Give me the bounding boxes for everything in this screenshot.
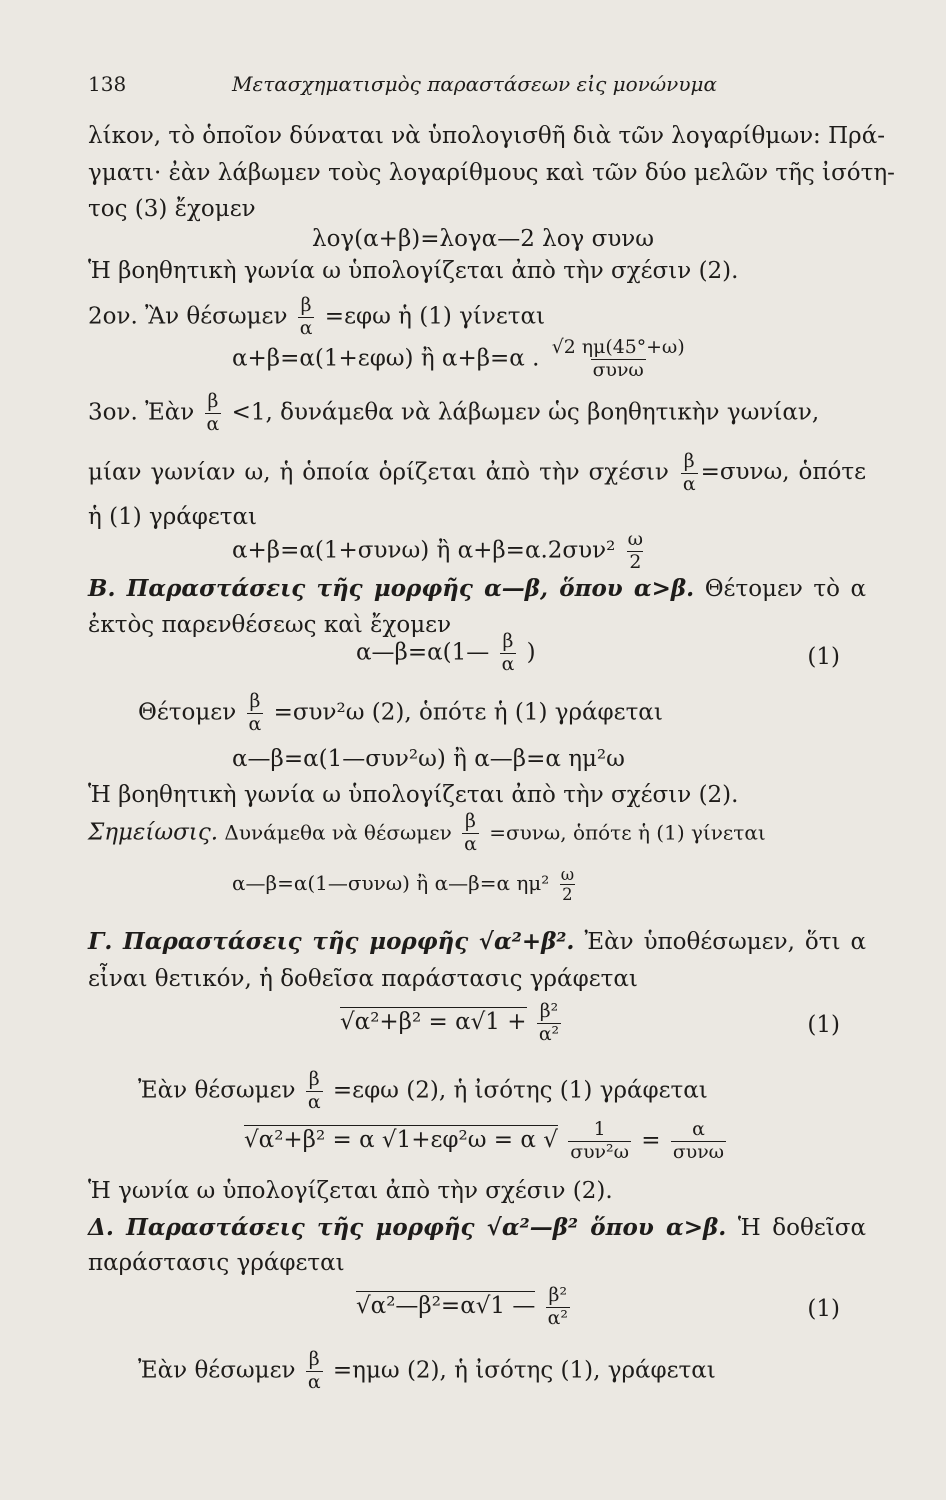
numerator: ω bbox=[560, 865, 575, 884]
equation-number: (1) bbox=[807, 644, 840, 670]
equation-G1 bbox=[340, 1002, 564, 1045]
denominator: α bbox=[299, 316, 313, 339]
fraction-b2-over-a2 bbox=[537, 1002, 561, 1045]
numerator: β bbox=[308, 1068, 320, 1090]
text-line-11: Ἡ βοηθητικὴ γωνία ω ὑπολογίζεται ἀπὸ τὴν σχέσιν (2). bbox=[88, 782, 739, 808]
section-B-heading-line bbox=[88, 575, 866, 604]
equation-G2-left: √α²+β² = α √1+εφ²ω = α √ bbox=[244, 1127, 558, 1154]
equation-cos-half bbox=[232, 530, 648, 573]
numerator: β bbox=[300, 294, 312, 316]
section-D bbox=[88, 1214, 726, 1241]
section-D-rest: Ἡ δοθεῖσα bbox=[737, 1215, 866, 1241]
numerator: √2 ημ(45°+ω) bbox=[551, 336, 685, 358]
equation-tan bbox=[232, 338, 690, 381]
numerator: β² bbox=[548, 1284, 568, 1306]
text-line-18 bbox=[138, 1350, 716, 1393]
section-B-rest: Θέτομεν τὸ α bbox=[704, 576, 866, 602]
numerator: β bbox=[308, 1348, 320, 1370]
equation-B2: α—β=α(1—συν²ω) ἢ α—β=α ημ²ω bbox=[232, 746, 625, 772]
equation-B1-close: ) bbox=[526, 639, 536, 666]
text-line-6-lead: μίαν γωνίαν ω, ἡ ὁποία ὁρίζεται ἀπὸ τὴν σχέσιν bbox=[88, 459, 669, 486]
equation-D1 bbox=[356, 1286, 573, 1329]
fraction-a-over-cos bbox=[671, 1120, 726, 1163]
denominator: α bbox=[682, 472, 696, 495]
numerator: 1 bbox=[593, 1118, 606, 1140]
fraction-b-over-a bbox=[247, 692, 264, 735]
section-D-heading-line bbox=[88, 1214, 866, 1243]
note-label: Σημείωσις. bbox=[88, 819, 219, 846]
denominator: 2 bbox=[562, 885, 573, 905]
fraction-b-over-a bbox=[205, 392, 222, 435]
section-G-title: Παραστάσεις τῆς μορφῆς √α²+β². bbox=[123, 928, 575, 955]
text-line-13: εἶναι θετικόν, ἡ δοθεῖσα παράστασις γράφεται bbox=[88, 966, 638, 992]
section-G-label: Γ. bbox=[88, 928, 113, 955]
equation-D1-left: √α²—β²=α√1 — bbox=[356, 1293, 536, 1320]
text-line-6-math bbox=[678, 450, 866, 495]
note-tail: =συνω, ὁπότε ἡ (1) γίνεται bbox=[489, 820, 766, 845]
equation-number: (1) bbox=[807, 1296, 840, 1322]
section-D-label: Δ. bbox=[88, 1214, 114, 1241]
text-line-9: ἐκτὸς παρενθέσεως καὶ ἔχομεν bbox=[88, 612, 452, 638]
numerator: β bbox=[207, 390, 219, 412]
equation-tan-left: α+β=α(1+εφω) ἢ α+β=α . bbox=[232, 345, 540, 372]
fraction-sin-over-cos bbox=[550, 338, 687, 381]
numerator: β bbox=[465, 810, 476, 832]
fraction-b-over-a bbox=[681, 452, 698, 495]
fraction-b2-over-a2 bbox=[546, 1286, 570, 1329]
denominator: συνω bbox=[592, 358, 644, 381]
denominator: α bbox=[248, 712, 262, 735]
note-lead: Δυνάμεθα νὰ θέσωμεν bbox=[218, 820, 452, 845]
fraction-1-over-cos2 bbox=[568, 1120, 631, 1163]
equation-G1-left: √α²+β² = α√1 + bbox=[340, 1009, 527, 1036]
fraction-b-over-a bbox=[500, 632, 517, 675]
text-line-6 bbox=[88, 452, 866, 495]
numerator: β bbox=[502, 630, 514, 652]
note-line bbox=[88, 812, 766, 855]
section-B bbox=[88, 575, 694, 602]
denominator: 2 bbox=[629, 550, 642, 573]
equation-log: λογ(α+β)=λογα—2 λογ συνω bbox=[312, 226, 655, 252]
text-line-15: Ἡ γωνία ω ὑπολογίζεται ἀπὸ τὴν σχέσιν (2). bbox=[88, 1178, 613, 1204]
fraction-b-over-a bbox=[306, 1350, 323, 1393]
equation-cos-half-left: α+β=α(1+συνω) ἢ α+β=α.2συν² bbox=[232, 537, 616, 564]
text-line-10 bbox=[138, 692, 663, 735]
text-line-14-lead: Ἐὰν θέσωμεν bbox=[138, 1077, 296, 1104]
numerator: β bbox=[249, 690, 261, 712]
text-line-10-lead: Θέτομεν bbox=[138, 699, 237, 726]
fraction-w-over-2 bbox=[626, 530, 645, 573]
denominator: α bbox=[501, 652, 515, 675]
running-title: Μετασχηματισμὸς παραστάσεων εἰς μονώνυμα bbox=[232, 72, 717, 96]
case-2-line bbox=[88, 296, 545, 339]
denominator: συν²ω bbox=[570, 1140, 629, 1163]
case-2-lead: 2ον. Ἂν θέσωμεν bbox=[88, 303, 288, 330]
text-line-1: λίκον, τὸ ὁποῖον δύναται νὰ ὑπολογισθῆ διὰ τῶν λογαρίθμων: Πρά- bbox=[88, 123, 885, 149]
equation-note-left: α—β=α(1—συνω) ἢ α—β=α ημ² bbox=[232, 871, 550, 896]
section-G-heading-line bbox=[88, 928, 866, 957]
numerator: ω bbox=[627, 528, 644, 550]
section-B-title: Παραστάσεις τῆς μορφῆς α—β, ὅπου α>β. bbox=[126, 575, 695, 602]
case-3-tail: <1, δυνάμεθα νὰ λάβωμεν ὡς βοηθητικὴν γωνίαν, bbox=[231, 399, 820, 426]
numerator: α bbox=[692, 1118, 705, 1140]
section-D-title: Παραστάσεις τῆς μορφῆς √α²—β² ὅπου α>β. bbox=[126, 1214, 727, 1241]
denominator: συνω bbox=[672, 1140, 725, 1163]
equation-G2 bbox=[244, 1120, 729, 1163]
section-B-label: Β. bbox=[88, 575, 116, 602]
denominator: α bbox=[307, 1090, 321, 1113]
text-line-14-tail: =εφω (2), ἡ ἰσότης (1) γράφεται bbox=[332, 1077, 708, 1104]
equation-B1 bbox=[356, 632, 536, 675]
text-line-17: παράστασις γράφεται bbox=[88, 1250, 345, 1276]
equation-number: (1) bbox=[807, 1012, 840, 1038]
equation-note bbox=[232, 866, 579, 903]
page-number: 138 bbox=[88, 72, 127, 96]
text-line-10-tail: =συν²ω (2), ὁπότε ἡ (1) γράφεται bbox=[273, 699, 663, 726]
fraction-b-over-a bbox=[462, 812, 479, 855]
text-line-18-tail: =ημω (2), ἡ ἰσότης (1), γράφεται bbox=[332, 1357, 716, 1384]
equals-sign: = bbox=[641, 1127, 661, 1154]
numerator: β bbox=[683, 450, 695, 472]
text-line-4: Ἡ βοηθητικὴ γωνία ω ὑπολογίζεται ἀπὸ τὴν σχέσιν (2). bbox=[88, 258, 739, 284]
running-header bbox=[0, 68, 946, 108]
text-line-7: ἡ (1) γράφεται bbox=[88, 504, 258, 530]
case-2-tail: =εφω ἡ (1) γίνεται bbox=[324, 303, 546, 330]
fraction-b-over-a bbox=[298, 296, 315, 339]
section-G bbox=[88, 928, 574, 955]
fraction-b-over-a bbox=[306, 1070, 323, 1113]
fraction-w-over-2 bbox=[559, 866, 576, 903]
case-3-line bbox=[88, 392, 819, 435]
text-line-18-lead: Ἐὰν θέσωμεν bbox=[138, 1357, 296, 1384]
denominator: α bbox=[307, 1370, 321, 1393]
numerator: β² bbox=[539, 1000, 559, 1022]
denominator: α² bbox=[538, 1022, 560, 1045]
section-G-rest: Ἐὰν ὑποθέσωμεν, ὅτι α bbox=[584, 929, 866, 955]
denominator: α bbox=[206, 412, 220, 435]
text-line-2: γματι· ἐὰν λάβωμεν τοὺς λογαρίθμους καὶ τῶν δύο μελῶν τῆς ἰσότη- bbox=[88, 160, 895, 186]
denominator: α bbox=[464, 832, 477, 855]
text-line-3: τος (3) ἔχομεν bbox=[88, 196, 256, 222]
denominator: α² bbox=[547, 1306, 568, 1329]
text-line-14 bbox=[138, 1070, 708, 1113]
equation-B1-left: α—β=α(1— bbox=[356, 639, 490, 666]
case-3-lead: 3ον. Ἐὰν bbox=[88, 399, 195, 426]
text-line-6-tail: =συνω, ὁπότε bbox=[700, 459, 866, 486]
